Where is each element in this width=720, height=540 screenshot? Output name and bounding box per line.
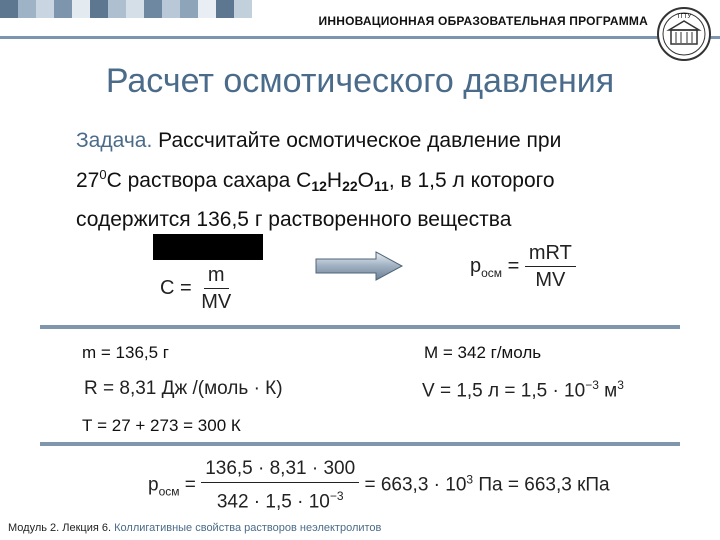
- footer: [8, 522, 381, 534]
- divider-top: [40, 325, 680, 329]
- sub-22: 22: [342, 178, 358, 194]
- redacted-box: [153, 234, 263, 260]
- concentration-formula: [160, 262, 235, 315]
- footer-module: Модуль 2. Лекция 6.: [8, 522, 115, 534]
- temp-value: 27: [76, 169, 100, 192]
- header-stripe: [0, 36, 720, 39]
- p-equals: =: [507, 254, 520, 277]
- logo-text: ТГТУ: [676, 14, 692, 20]
- osmotic-formula: [470, 240, 576, 293]
- result-equals: =: [184, 474, 196, 496]
- result-formula: [148, 456, 610, 515]
- arrow-right-icon: [314, 250, 406, 282]
- problem-line1: Рассчитайте осмотическое давление при: [152, 129, 562, 152]
- university-logo-icon: [656, 6, 712, 62]
- p-denominator: MV: [535, 269, 566, 291]
- program-title: ИННОВАЦИОННАЯ ОБРАЗОВАТЕЛЬНАЯ ПРОГРАММА: [318, 14, 648, 28]
- problem-line2a: С раствора сахара С: [106, 169, 312, 192]
- volume-unit-exp: 3: [617, 378, 624, 392]
- formula-h: Н: [326, 169, 343, 192]
- p-numerator: mRT: [525, 240, 576, 267]
- result-value: = 663,3 · 10: [364, 474, 467, 496]
- given-temperature: Т = 27 + 273 = 300 К: [82, 416, 241, 435]
- problem-line2b: , в 1,5 л которого: [388, 169, 555, 192]
- p-symbol: p: [470, 254, 482, 277]
- problem-label: Задача.: [76, 129, 153, 152]
- sub-11: 11: [374, 178, 389, 194]
- result-p-sub: осм: [158, 484, 180, 499]
- formula-o: О: [357, 169, 375, 192]
- result-denominator: [213, 483, 348, 515]
- result-den-text: 342 · 1,5 · 10: [216, 491, 330, 513]
- volume-exp: −3: [585, 378, 599, 392]
- c-numerator: m: [204, 262, 229, 289]
- problem-text: [76, 124, 676, 237]
- given-mass: m = 136,5 г: [82, 343, 170, 362]
- result-den-exp: −3: [329, 489, 344, 503]
- c-lhs: C =: [160, 276, 192, 299]
- degree-sup: 0: [99, 167, 107, 182]
- sub-12: 12: [311, 178, 327, 194]
- given-volume: [422, 378, 624, 402]
- p-subscript: осм: [481, 265, 503, 280]
- given-molar-mass: М = 342 г/моль: [424, 343, 542, 362]
- c-denominator: MV: [201, 291, 232, 313]
- volume-unit: м: [598, 380, 618, 402]
- slide-title: Расчет осмотического давления: [105, 62, 615, 100]
- volume-text: V = 1,5 л = 1,5 · 10: [422, 380, 586, 402]
- footer-topic: Коллигативные свойства растворов неэлектролитов: [114, 522, 382, 534]
- result-exp: 3: [466, 472, 474, 487]
- given-gas-constant: R = 8,31 Дж /(моль · К): [84, 378, 283, 399]
- problem-line3: содержится 136,5 г растворенного вещества: [76, 208, 512, 231]
- result-numerator: 136,5 · 8,31 · 300: [201, 456, 359, 483]
- result-final: Па = 663,3 кПа: [473, 474, 610, 496]
- divider-bottom: [40, 442, 680, 446]
- result-p: p: [148, 474, 159, 496]
